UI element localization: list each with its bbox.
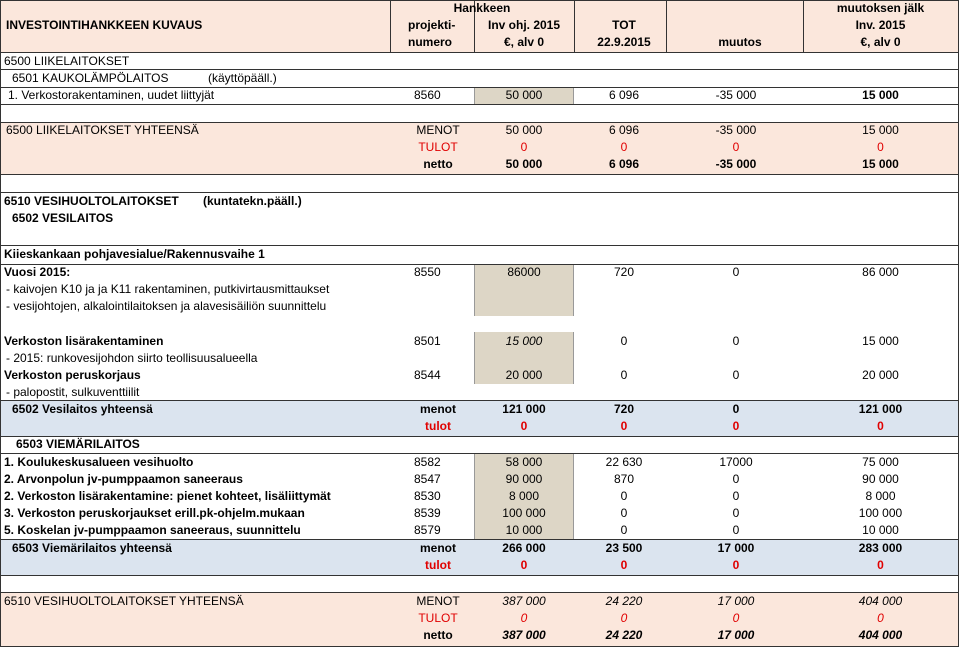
- row-inv: 15 000: [505, 334, 543, 348]
- menot-label: menot: [420, 541, 456, 555]
- row-inv: 10 000: [505, 523, 543, 537]
- row-muutos: -35 000: [715, 88, 757, 102]
- tulot-tot: 0: [620, 611, 628, 625]
- menot-muutos: -35 000: [715, 123, 757, 137]
- tulot-label: tulot: [425, 558, 451, 572]
- sub-label: 6503 VIEMÄRILAITOS: [16, 437, 140, 451]
- tulot-after: 0: [877, 419, 884, 433]
- col-header-jalk-2: Inv. 2015: [855, 18, 906, 32]
- tulot-tot: 0: [620, 558, 628, 572]
- row-muutos: 0: [732, 472, 740, 486]
- row-inv: 50 000: [505, 88, 543, 102]
- row-tot: 6 096: [608, 88, 640, 102]
- netto-label: netto: [423, 628, 453, 642]
- total-label: 6503 Viemärilaitos yhteensä: [12, 541, 172, 555]
- row-tot: 0: [620, 489, 628, 503]
- grid-line: [0, 575, 958, 576]
- tulot-label: TULOT: [418, 140, 458, 154]
- tulot-muutos: 0: [732, 611, 740, 625]
- note-line: - vesijohtojen, alkalointilaitoksen ja alavesisäiliön suunnittelu: [6, 299, 327, 313]
- grand-total-label: 6510 VESIHUOLTOLAITOKSET YHTEENSÄ: [4, 594, 244, 608]
- row-proj: 8550: [414, 265, 441, 279]
- group-label: 6510 VESIHUOLTOLAITOKSET: [4, 194, 179, 208]
- row-proj: 8579: [414, 523, 441, 537]
- row-muutos: 0: [732, 523, 740, 537]
- row-desc: 5. Koskelan jv-pumppaamon saneeraus, suunnittelu: [4, 523, 301, 537]
- netto-inv: 50 000: [505, 157, 543, 171]
- tulot-muutos: 0: [732, 419, 740, 433]
- col-header-muutos: muutos: [718, 35, 762, 49]
- menot-inv: 266 000: [502, 541, 546, 555]
- row-desc: 1. Verkostorakentaminen, uudet liittyjät: [8, 88, 215, 102]
- row-after: 20 000: [862, 368, 899, 382]
- row-desc: 1. Koulukeskusalueen vesihuolto: [4, 455, 194, 469]
- row-muutos: 0: [732, 265, 740, 279]
- tulot-tot: 0: [620, 140, 628, 154]
- netto-after: 404 000: [858, 628, 903, 642]
- grid-line: [0, 0, 1, 647]
- total-label: 6502 Vesilaitos yhteensä: [12, 402, 153, 416]
- sub-label: 6501 KAUKOLÄMPÖLAITOS: [12, 71, 169, 85]
- grid-line: [0, 646, 958, 647]
- netto-muutos: -35 000: [715, 157, 757, 171]
- row-after: 10 000: [862, 523, 899, 537]
- netto-label: netto: [423, 157, 453, 171]
- row-tot: 0: [620, 506, 628, 520]
- row-inv: 90 000: [505, 472, 543, 486]
- netto-inv: 387 000: [502, 628, 546, 642]
- menot-after: 404 000: [858, 594, 903, 608]
- row-inv: 58 000: [505, 455, 543, 469]
- row-after: 15 000: [862, 88, 899, 102]
- row-proj: 8539: [414, 506, 441, 520]
- row-proj: 8501: [414, 334, 441, 348]
- row-tot: 0: [620, 523, 628, 537]
- group-note: (kuntatekn.pääll.): [203, 194, 302, 208]
- netto-tot: 24 220: [605, 628, 643, 642]
- menot-muutos: 0: [732, 402, 740, 416]
- row-after: 86 000: [862, 265, 899, 279]
- row-desc: Vuosi 2015:: [4, 265, 71, 279]
- row-tot: 0: [620, 334, 628, 348]
- menot-inv: 387 000: [502, 594, 546, 608]
- row-desc: Verkoston peruskorjaus: [4, 368, 141, 382]
- sub-note: (käyttöpääll.): [208, 71, 277, 85]
- row-inv: 8 000: [508, 489, 540, 503]
- col-header-hanke-2: projekti-: [408, 18, 456, 32]
- tulot-after: 0: [877, 611, 884, 625]
- col-header-hanke-3: numero: [408, 35, 453, 49]
- tulot-after: 0: [877, 558, 884, 572]
- row-muutos: 0: [732, 368, 740, 382]
- row-desc: Verkoston lisärakentaminen: [4, 334, 164, 348]
- menot-label: menot: [420, 402, 456, 416]
- row-after: 90 000: [862, 472, 899, 486]
- tulot-tot: 0: [620, 419, 628, 433]
- row-desc: 2. Verkoston lisärakentamine: pienet kohteet, lisäliittymät: [4, 489, 331, 503]
- row-after: 75 000: [862, 455, 899, 469]
- menot-tot: 6 096: [608, 123, 640, 137]
- menot-label: MENOT: [416, 594, 460, 608]
- row-tot: 22 630: [605, 455, 643, 469]
- row-tot: 0: [620, 368, 628, 382]
- tulot-muutos: 0: [732, 140, 740, 154]
- row-desc: 3. Verkoston peruskorjaukset erill.pk-ohjelm.mukaan: [4, 506, 305, 520]
- row-muutos: 0: [732, 489, 740, 503]
- group-label: 6500 LIIKELAITOKSET: [4, 54, 130, 68]
- menot-after: 283 000: [858, 541, 903, 555]
- page-title: INVESTOINTIHANKKEEN KUVAUS: [6, 18, 203, 32]
- note-line: - kaivojen K10 ja ja K11 rakentaminen, putkivirtausmittaukset: [6, 282, 330, 296]
- total-label: 6500 LIIKELAITOKSET YHTEENSÄ: [6, 123, 199, 137]
- grid-line: [958, 0, 959, 647]
- menot-inv: 50 000: [505, 123, 543, 137]
- project-label: Kiieskankaan pohjavesialue/Rakennusvaihe 1: [4, 247, 265, 261]
- tulot-inv: 0: [520, 140, 528, 154]
- note-line: - 2015: runkovesijohdon siirto teollisuusalueella: [6, 351, 258, 365]
- col-header-inv: Inv ohj. 2015: [487, 18, 561, 32]
- tulot-label: TULOT: [418, 611, 458, 625]
- note-line: - palopostit, sulkuventtiilit: [6, 385, 140, 399]
- menot-after: 121 000: [858, 402, 903, 416]
- col-header-hanke: Hankkeen: [453, 1, 511, 15]
- row-after: 8 000: [865, 489, 896, 503]
- tulot-inv: 0: [520, 419, 528, 433]
- row-muutos: 17000: [719, 455, 753, 469]
- menot-muutos: 17 000: [717, 594, 755, 608]
- row-after: 15 000: [862, 334, 899, 348]
- tulot-inv: 0: [520, 558, 528, 572]
- grid-line: [0, 104, 958, 105]
- tulot-label: tulot: [425, 419, 451, 433]
- menot-tot: 720: [613, 402, 635, 416]
- col-header-jalk-3: €, alv 0: [860, 35, 901, 49]
- menot-inv: 121 000: [502, 402, 546, 416]
- row-inv: 100 000: [502, 506, 546, 520]
- col-header-inv-2: €, alv 0: [503, 35, 545, 49]
- grid-line: [0, 174, 958, 175]
- tulot-muutos: 0: [732, 558, 740, 572]
- netto-tot: 6 096: [608, 157, 640, 171]
- row-proj: 8582: [414, 455, 441, 469]
- row-inv: 86000: [507, 265, 541, 279]
- menot-tot: 24 220: [605, 594, 643, 608]
- row-tot: 870: [613, 472, 635, 486]
- row-proj: 8560: [414, 88, 441, 102]
- row-inv: 20 000: [505, 368, 543, 382]
- menot-tot: 23 500: [605, 541, 643, 555]
- row-desc: 2. Arvonpolun jv-pumppaamon saneeraus: [4, 472, 243, 486]
- row-muutos: 0: [732, 506, 740, 520]
- netto-muutos: 17 000: [717, 628, 755, 642]
- col-header-tot: TOT: [612, 18, 636, 32]
- row-proj: 8530: [414, 489, 441, 503]
- row-after: 100 000: [858, 506, 903, 520]
- row-muutos: 0: [732, 334, 740, 348]
- menot-label: MENOT: [416, 123, 460, 137]
- row-tot: 720: [613, 265, 635, 279]
- menot-after: 15 000: [862, 123, 899, 137]
- netto-after: 15 000: [862, 157, 899, 171]
- sub-label: 6502 VESILAITOS: [12, 211, 114, 225]
- tulot-after: 0: [877, 140, 884, 154]
- tulot-inv: 0: [520, 611, 528, 625]
- row-proj: 8547: [414, 472, 441, 486]
- menot-muutos: 17 000: [717, 541, 755, 555]
- col-header-jalk: muutoksen jälk: [836, 1, 925, 15]
- row-proj: 8544: [414, 368, 441, 382]
- col-header-tot-2: 22.9.2015: [597, 35, 651, 49]
